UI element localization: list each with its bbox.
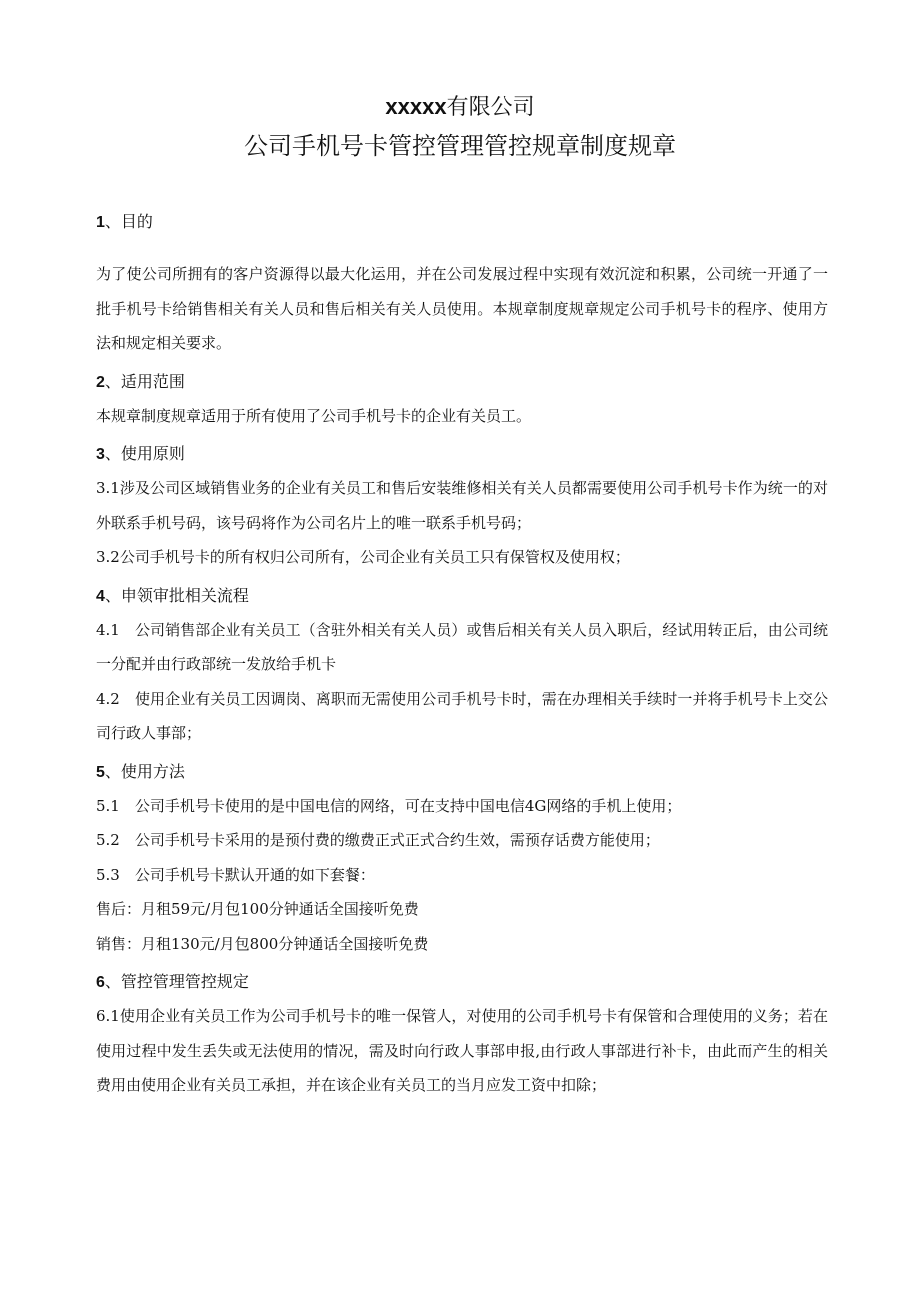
paragraph: 5.2 公司手机号卡采用的是预付费的缴费正式正式合约生效，需预存话费方能使用； xyxy=(96,831,660,849)
company-name-cn: 有限公司 xyxy=(446,95,535,120)
section-title: 、适用范围 xyxy=(104,371,185,391)
paragraph: 5.1 公司手机号卡使用的是中国电信的网络，可在支持中国电信4G网络的手机上使用； xyxy=(96,796,682,815)
paragraph: 5.3 公司手机号卡默认开通的如下套餐： xyxy=(96,865,375,884)
section-title: 、申领审批相关流程 xyxy=(104,585,249,605)
section-title: 、使用方法 xyxy=(104,761,185,781)
paragraph: 6.1使用企业有关员工作为公司手机号卡的唯一保管人，对使用的公司手机号卡有保管和合理使用的义务；若在使用过程中发生丢失或无法使用的情况，需及时向行政人事部申报,由行政人事部进行补卡，由此而产生的相关费用由使用企业有关员工承担，并在该企业有关员工的当月应发工资中扣除； xyxy=(96,1007,828,1094)
section-number: 1 xyxy=(96,214,105,231)
section-heading-purpose xyxy=(96,205,828,239)
paragraph: 3.1涉及公司区域销售业务的企业有关员工和售后安装维修相关有关人员都需要使用公司手机号卡作为统一的对外联系手机号码，该号码将作为公司名片上的唯一联系手机号码； xyxy=(96,479,828,532)
document-title: 公司手机号卡管控管理管控规章制度规章 xyxy=(244,132,676,160)
document-body xyxy=(96,205,828,1103)
paragraph: 本规章制度规章适用于所有使用了公司手机号卡的企业有关员工。 xyxy=(96,406,532,425)
company-name xyxy=(0,90,920,124)
plan-after-sales: 售后：月租59元/月包100分钟通话全国接听免费 xyxy=(96,900,419,918)
section-heading-scope xyxy=(96,365,828,399)
section-number: 3 xyxy=(96,446,105,463)
section-heading-usage xyxy=(96,755,828,789)
paragraph: 4.1 公司销售部企业有关员工（含驻外相关有关人员）或售后相关有关人员入职后，经试用转正后，由公司统一分配并由行政部统一发放给手机卡 xyxy=(96,620,828,673)
section-title: 、使用原则 xyxy=(104,444,185,463)
paragraph: 4.2 使用企业有关员工因调岗、离职而无需使用公司手机号卡时，需在办理相关手续时一并将手机号卡上交公司行政人事部； xyxy=(96,689,828,742)
section-heading-principles xyxy=(96,437,828,471)
section-number: 6 xyxy=(96,974,105,991)
paragraph: 为了使公司所拥有的客户资源得以最大化运用，并在公司发展过程中实现有效沉淀和积累，公司统一开通了一批手机号卡给销售相关有关人员和售后相关有关人员使用。本规章制度规章规定公司手机号卡的程序、使用方法和规定相关要求。 xyxy=(96,265,828,352)
title-block xyxy=(0,90,920,166)
company-name-latin: xxxxx xyxy=(385,94,447,119)
section-heading-management-rules xyxy=(96,965,828,999)
section-number: 5 xyxy=(96,763,105,781)
plan-sales: 销售：月租130元/月包800分钟通话全国接听免费 xyxy=(96,934,429,953)
section-title: 、管控管理管控规定 xyxy=(104,972,249,991)
section-heading-approval-process xyxy=(96,579,828,613)
section-title: 、目的 xyxy=(104,212,153,231)
section-number: 4 xyxy=(96,587,105,605)
section-number: 2 xyxy=(96,373,105,391)
paragraph: 3.2公司手机号卡的所有权归公司所有，公司企业有关员工只有保管权及使用权； xyxy=(96,548,630,566)
